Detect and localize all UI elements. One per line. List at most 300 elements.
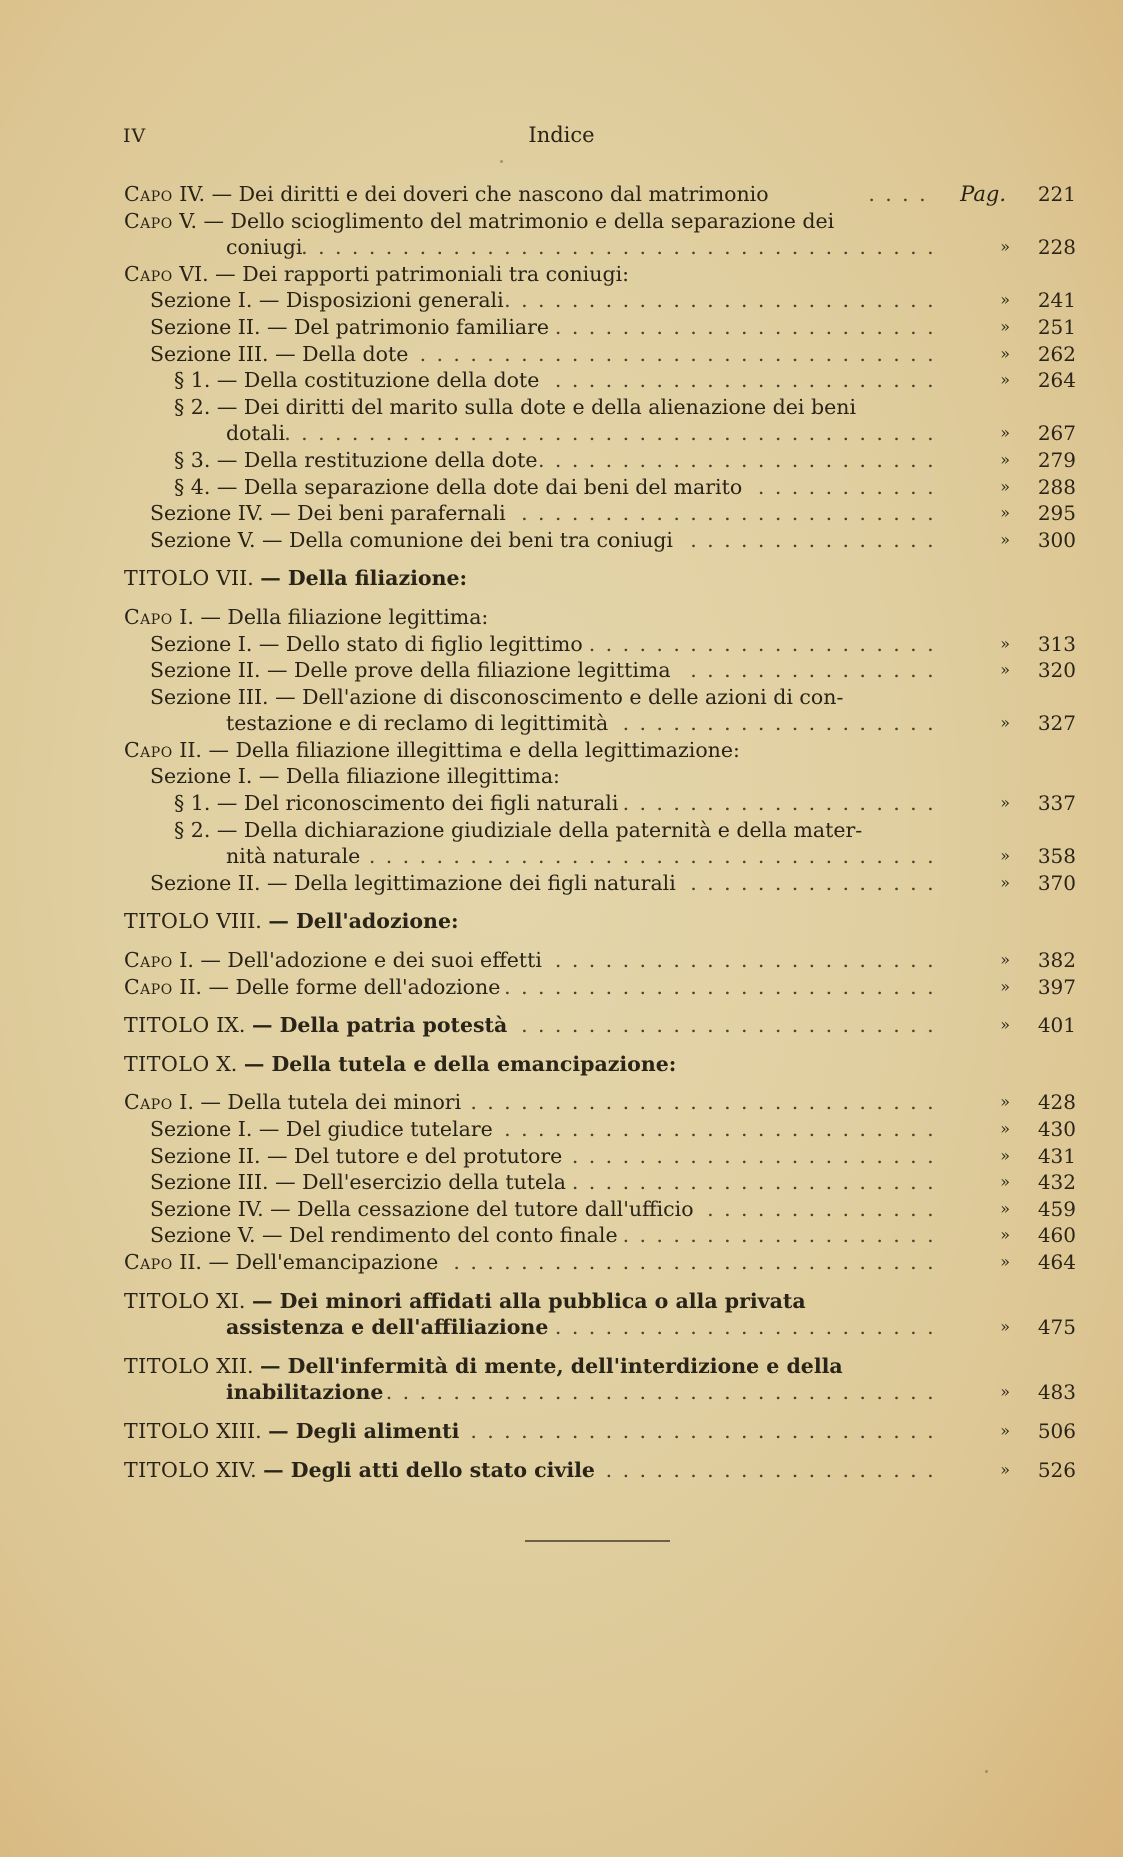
page-ref[interactable]: 313: [1037, 631, 1076, 656]
entry-title: — Del giudice tutelare: [258, 1117, 493, 1141]
entry-label: Sezione: [150, 314, 232, 339]
ditto-mark: »: [1000, 1382, 1010, 1402]
page-ref[interactable]: 262: [1037, 341, 1076, 366]
entry-heading: [124, 181, 769, 208]
toc-entry-sezione[interactable]: [124, 657, 1076, 684]
toc-entry-sezione[interactable]: [124, 287, 1076, 314]
ditto-mark: »: [1000, 1198, 1010, 1218]
ditto-mark: »: [1000, 1459, 1010, 1479]
entry-heading: [124, 1249, 438, 1276]
entry-heading: [150, 1116, 493, 1143]
entry-number: II.: [179, 1249, 209, 1274]
toc-entry-continuation[interactable]: [124, 1379, 1076, 1406]
entry-title: — Della filiazione illegittima e della legittimazione:: [208, 737, 740, 762]
dot-leader: ...............................: [419, 341, 944, 366]
page-ref[interactable]: 241: [1037, 288, 1076, 313]
entry-number: 2.: [190, 817, 217, 842]
page-ref[interactable]: 506: [1037, 1418, 1076, 1443]
entry-title: — Delle prove della filiazione legittima: [266, 658, 671, 683]
entry-heading: [124, 208, 834, 235]
entry-label: §: [174, 817, 185, 842]
toc-entry-para[interactable]: [124, 447, 1076, 474]
toc-entry-capo[interactable]: [124, 208, 1076, 235]
toc-entry-titolo[interactable]: [124, 1012, 1076, 1039]
toc-entry-capo[interactable]: [124, 737, 1076, 764]
entry-number: 1.: [190, 791, 217, 816]
entry-number: VI.: [179, 261, 216, 286]
entry-label: Sezione: [150, 527, 232, 552]
entry-label: Sezione: [150, 1143, 232, 1168]
dot-leader: .....................: [588, 631, 944, 656]
toc-entry-capo[interactable]: [124, 947, 1076, 974]
toc-entry-para[interactable]: [124, 394, 1076, 421]
entry-title: — Del tutore e del protutore: [266, 1143, 563, 1168]
entry-number: XIV.: [216, 1457, 264, 1482]
page-ref[interactable]: 267: [1037, 421, 1076, 446]
entry-title: — Della patria potestà: [251, 1013, 508, 1038]
toc-entry-sezione[interactable]: [124, 1222, 1076, 1249]
dot-leader: ...................: [622, 711, 944, 736]
dot-leader: ...............: [690, 870, 944, 895]
entry-title-continuation: assistenza e dell'affiliazione: [226, 1315, 549, 1340]
entry-label: TITOLO: [124, 1051, 210, 1076]
entry-heading: [124, 947, 542, 974]
entry-label: Sezione: [150, 341, 232, 366]
toc-entry-sezione[interactable]: [124, 870, 1076, 897]
entry-number: I.: [179, 948, 201, 973]
dot-leader: ...............: [690, 527, 944, 552]
entry-title: — Del rendimento del conto finale: [262, 1223, 618, 1248]
entry-label: Sezione: [150, 631, 232, 656]
page-ref[interactable]: 464: [1037, 1249, 1076, 1274]
page-ref[interactable]: 279: [1037, 447, 1076, 472]
toc-entry-sezione[interactable]: [124, 341, 1076, 368]
entry-number: II.: [179, 737, 209, 762]
page-ref[interactable]: 337: [1037, 791, 1076, 816]
dot-leader: ...............: [690, 658, 944, 683]
entry-title: — Degli alimenti: [268, 1418, 460, 1443]
page-ref[interactable]: 430: [1037, 1117, 1076, 1141]
entry-label: Sezione: [150, 501, 232, 526]
dot-leader: .......................: [554, 948, 944, 973]
ditto-mark: »: [1000, 660, 1010, 680]
dot-leader: .......................................: [284, 421, 944, 446]
entry-label: TITOLO: [124, 1013, 210, 1038]
page-ref[interactable]: 432: [1037, 1170, 1076, 1195]
entry-label: Sezione: [150, 658, 232, 683]
ditto-mark: »: [1000, 237, 1010, 257]
entry-number: IV.: [179, 182, 212, 206]
dot-leader: .......................: [554, 368, 944, 393]
toc-entry-continuation[interactable]: [124, 843, 1076, 870]
toc-entry-capo[interactable]: [124, 261, 1076, 288]
toc-entry-sezione[interactable]: [124, 1196, 1076, 1223]
entry-number: I.: [179, 604, 201, 629]
entry-label: Sezione: [150, 684, 232, 709]
toc-entry-titolo[interactable]: [124, 1288, 1076, 1315]
entry-label: §: [174, 447, 185, 472]
toc-entry-titolo[interactable]: [124, 565, 1076, 592]
dot-leader: .......................: [554, 314, 944, 339]
entry-title: — Dei minori affidati alla pubblica o alla privata: [251, 1288, 806, 1313]
entry-heading: [150, 657, 671, 684]
entry-heading: [150, 314, 549, 341]
ditto-mark: »: [1000, 1251, 1010, 1271]
ditto-mark: »: [1000, 316, 1010, 336]
entry-label: Sezione: [150, 764, 232, 789]
entry-label: TITOLO: [124, 1353, 210, 1378]
entry-label: Capo: [124, 974, 173, 999]
toc-entry-sezione[interactable]: [124, 500, 1076, 527]
page-ref[interactable]: 401: [1037, 1013, 1076, 1038]
toc-entry-para[interactable]: [124, 790, 1076, 817]
ditto-mark: »: [1000, 872, 1010, 892]
entry-number: II.: [237, 658, 267, 683]
entry-heading: [150, 1143, 562, 1170]
entry-label: Capo: [124, 182, 173, 206]
page-number: IV: [123, 125, 147, 147]
dot-leader: ..................................: [368, 844, 944, 869]
entry-label: Sezione: [150, 1117, 232, 1141]
entry-heading: [150, 684, 843, 711]
dot-leader: .........................: [521, 501, 944, 526]
entry-title: — Dell'esercizio della tutela: [275, 1170, 566, 1195]
entry-heading: [150, 341, 408, 368]
toc-entry-titolo[interactable]: [124, 908, 1076, 935]
toc-entry-capo[interactable]: [124, 604, 1076, 631]
entry-number: XIII.: [216, 1418, 269, 1443]
ditto-mark: »: [1000, 1317, 1010, 1337]
page-ref[interactable]: 428: [1037, 1090, 1076, 1115]
entry-label: Capo: [124, 1090, 173, 1115]
page-ref[interactable]: 459: [1037, 1196, 1076, 1221]
toc-entry-para[interactable]: [124, 367, 1076, 394]
entry-number: 1.: [190, 368, 217, 393]
page-ref[interactable]: 397: [1037, 974, 1076, 999]
entry-label: Sezione: [150, 1223, 232, 1248]
dot-leader: ......................: [571, 1143, 944, 1168]
entry-label: §: [174, 368, 185, 393]
entry-number: V.: [237, 1223, 263, 1248]
entry-heading: [124, 1418, 459, 1445]
entry-title-continuation: nità naturale: [226, 844, 361, 869]
entry-heading: [124, 737, 740, 764]
entry-heading: [174, 790, 618, 817]
entry-title: — Della tutela dei minori: [200, 1090, 462, 1115]
entry-title: — Dei beni parafernali: [270, 501, 506, 526]
dot-leader: ............................: [470, 1090, 944, 1115]
entry-title-continuation: inabilitazione: [226, 1380, 384, 1405]
entry-heading: [124, 1089, 461, 1116]
entry-number: I.: [237, 631, 259, 656]
ditto-mark: »: [1000, 950, 1010, 970]
toc-entry-continuation[interactable]: [124, 1314, 1076, 1341]
page-ref[interactable]: 431: [1037, 1143, 1076, 1168]
entry-title: — Dell'infermità di mente, dell'interdizione e della: [260, 1353, 843, 1378]
entry-label: TITOLO: [124, 1457, 210, 1482]
entry-heading: [174, 817, 862, 844]
entry-title: — Della dote: [275, 341, 409, 366]
ditto-mark: »: [1000, 1015, 1010, 1035]
entry-number: II.: [237, 870, 267, 895]
entry-number: I.: [237, 764, 259, 789]
dot-leader: .........................: [521, 1013, 944, 1038]
entry-title: — Dello scioglimento del matrimonio e della separazione dei: [203, 208, 835, 233]
page-ref[interactable]: 320: [1037, 658, 1076, 683]
dot-leader: ...................: [622, 1223, 944, 1248]
entry-heading: [124, 1051, 676, 1078]
entry-label: TITOLO: [124, 566, 210, 591]
entry-label: Sezione: [150, 1196, 232, 1221]
entry-label: Capo: [124, 604, 173, 629]
entry-heading: [150, 500, 506, 527]
entry-number: X.: [216, 1051, 244, 1076]
entry-heading: [150, 1169, 566, 1196]
entry-title: — Dell'adozione e dei suoi effetti: [200, 948, 542, 973]
ditto-mark: »: [1000, 476, 1010, 496]
toc-entry-sezione[interactable]: [124, 1143, 1076, 1170]
toc-entry-continuation[interactable]: [124, 234, 1076, 261]
entry-heading: [150, 870, 676, 897]
entry-title: — Della cessazione del tutore dall'ufficio: [270, 1196, 694, 1221]
entry-number: III.: [237, 341, 276, 366]
entry-title: — Della filiazione:: [260, 566, 468, 591]
entry-label: Capo: [124, 1249, 173, 1274]
entry-label: Capo: [124, 948, 173, 973]
entry-number: IV.: [237, 501, 271, 526]
dot-leader: ..............: [707, 1196, 944, 1221]
entry-heading: [174, 367, 539, 394]
toc-entry-sezione[interactable]: [124, 527, 1076, 554]
entry-heading: [150, 631, 583, 658]
entry-label: Capo: [124, 208, 173, 233]
entry-title: — Dello stato di figlio legittimo: [258, 631, 583, 656]
toc-entry-continuation[interactable]: [124, 420, 1076, 447]
ditto-mark: »: [1000, 503, 1010, 523]
entry-label: §: [174, 791, 185, 816]
entry-heading: [150, 527, 673, 554]
entry-title: — Dell'azione di disconoscimento e delle azioni di con-: [275, 684, 844, 709]
entry-number: I.: [237, 288, 259, 313]
dot-leader: .............................: [453, 1249, 944, 1274]
page-ref[interactable]: 370: [1037, 870, 1076, 895]
entry-title: — Dell'adozione:: [268, 909, 459, 934]
entry-heading: [124, 1457, 595, 1484]
page-ref[interactable]: 228: [1037, 235, 1076, 260]
dot-leader: .................................: [385, 1380, 944, 1405]
entry-title: — Della comunione dei beni tra coniugi: [262, 527, 673, 552]
paper-speck: [500, 160, 503, 163]
ditto-mark: »: [1000, 633, 1010, 653]
entry-title: — Del patrimonio familiare: [266, 314, 550, 339]
entry-heading: [124, 908, 459, 935]
dot-leader: ........................: [538, 447, 944, 472]
entry-label: TITOLO: [124, 1418, 210, 1443]
entry-title: — Della restituzione della dote: [216, 447, 538, 472]
entry-label: §: [174, 394, 185, 419]
page-ref[interactable]: 295: [1037, 501, 1076, 526]
entry-number: XI.: [216, 1288, 252, 1313]
entry-title: — Dell'emancipazione: [208, 1249, 439, 1274]
toc-entry-capo[interactable]: [124, 1249, 1076, 1276]
ditto-mark: »: [1000, 976, 1010, 996]
entry-heading: [124, 1353, 843, 1380]
entry-title: — Della filiazione legittima:: [200, 604, 489, 629]
entry-heading: [174, 474, 742, 501]
entry-heading: [124, 261, 629, 288]
page-ref[interactable]: 288: [1037, 474, 1076, 499]
table-of-contents: [124, 181, 1076, 1483]
entry-title: — Della tutela e della emancipazione:: [243, 1051, 677, 1076]
entry-heading: [124, 974, 500, 1001]
entry-label: Sezione: [150, 870, 232, 895]
entry-number: VII.: [216, 566, 261, 591]
entry-title: — Della separazione della dote dai beni del marito: [216, 474, 743, 499]
page-ref[interactable]: 526: [1037, 1457, 1076, 1482]
entry-label: Sezione: [150, 288, 232, 313]
toc-entry-sezione[interactable]: [124, 1169, 1076, 1196]
ditto-mark: »: [1000, 1145, 1010, 1165]
ditto-mark: »: [1000, 290, 1010, 310]
entry-number: III.: [237, 1170, 276, 1195]
entry-heading: [150, 763, 560, 790]
toc-entry-para[interactable]: [124, 474, 1076, 501]
toc-entry-titolo[interactable]: [124, 1457, 1076, 1484]
entry-label: Capo: [124, 737, 173, 762]
toc-entry-capo[interactable]: [124, 974, 1076, 1001]
entry-heading: [124, 1012, 507, 1039]
entry-label: §: [174, 474, 185, 499]
dot-leader: ....................: [605, 1457, 944, 1482]
toc-entry-titolo[interactable]: [124, 1353, 1076, 1380]
entry-title: — Degli atti dello stato civile: [263, 1457, 595, 1482]
toc-entry-para[interactable]: [124, 817, 1076, 844]
ditto-mark: »: [1000, 846, 1010, 866]
page-ref[interactable]: 358: [1037, 844, 1076, 869]
entry-number: II.: [237, 1143, 267, 1168]
entry-title: — Della legittimazione dei figli naturali: [266, 870, 676, 895]
entry-title: — Dei diritti e dei doveri che nascono dal matrimonio: [211, 182, 769, 206]
dot-leader: ......................................: [301, 235, 944, 260]
pag-label: Pag.: [960, 182, 1006, 206]
entry-heading: [124, 565, 467, 592]
page-ref[interactable]: 460: [1037, 1223, 1076, 1248]
entry-label: TITOLO: [124, 1288, 210, 1313]
page-ref[interactable]: 221: [1037, 182, 1076, 206]
entry-number: II.: [179, 974, 209, 999]
entry-title-continuation: testazione e di reclamo di legittimità: [226, 711, 609, 736]
toc-entry-capo[interactable]: [124, 1089, 1076, 1116]
entry-number: 2.: [190, 394, 217, 419]
entry-title: — Del riconoscimento dei figli naturali: [216, 791, 619, 816]
entry-number: II.: [237, 314, 267, 339]
entry-heading: [150, 1196, 694, 1223]
ditto-mark: »: [1000, 449, 1010, 469]
dot-leader: ..........................: [504, 288, 944, 313]
ditto-mark: »: [1000, 713, 1010, 733]
entry-heading: [124, 604, 488, 631]
entry-number: XII.: [216, 1353, 261, 1378]
ditto-mark: »: [1000, 370, 1010, 390]
page-ref[interactable]: 483: [1037, 1380, 1076, 1405]
toc-entry-continuation[interactable]: [124, 710, 1076, 737]
toc-entry-sezione[interactable]: [124, 1116, 1076, 1143]
entry-number: III.: [237, 684, 276, 709]
dot-leader: ..........................: [504, 1117, 944, 1141]
toc-entry-capo[interactable]: [124, 181, 1076, 208]
toc-entry-sezione[interactable]: [124, 314, 1076, 341]
page-ref[interactable]: 251: [1037, 314, 1076, 339]
toc-entry-sezione[interactable]: [124, 684, 1076, 711]
page-ref[interactable]: 264: [1037, 368, 1076, 393]
entry-title: — Dei rapporti patrimoniali tra coniugi:: [215, 261, 630, 286]
dot-leader: ....: [868, 182, 936, 206]
toc-entry-sezione[interactable]: [124, 631, 1076, 658]
entry-number: VIII.: [216, 909, 269, 934]
paper-speck: [985, 1770, 988, 1773]
entry-heading: [124, 1288, 806, 1315]
dot-leader: ...................: [622, 791, 944, 816]
ditto-mark: »: [1000, 793, 1010, 813]
dot-leader: .......................: [554, 1315, 944, 1340]
page-ref[interactable]: 382: [1037, 948, 1076, 973]
ditto-mark: »: [1000, 529, 1010, 549]
entry-label: Sezione: [150, 1170, 232, 1195]
entry-heading: [150, 1222, 618, 1249]
dot-leader: ............................: [470, 1418, 944, 1443]
dot-leader: ...........: [757, 474, 944, 499]
page-ref[interactable]: 300: [1037, 527, 1076, 552]
ditto-mark: »: [1000, 1420, 1010, 1440]
entry-number: V.: [237, 527, 263, 552]
entry-number: 3.: [190, 447, 217, 472]
page-title: Indice: [528, 123, 595, 147]
toc-entry-titolo[interactable]: [124, 1051, 1076, 1078]
ditto-mark: »: [1000, 1119, 1010, 1138]
entry-number: I.: [237, 1117, 259, 1141]
toc-entry-sezione[interactable]: [124, 763, 1076, 790]
toc-entry-titolo[interactable]: [124, 1418, 1076, 1445]
entry-number: 4.: [190, 474, 217, 499]
entry-heading: [150, 287, 504, 314]
entry-heading: [174, 447, 537, 474]
ditto-mark: »: [1000, 1225, 1010, 1245]
entry-label: TITOLO: [124, 909, 210, 934]
ditto-mark: »: [1000, 343, 1010, 363]
entry-label: Capo: [124, 261, 173, 286]
entry-number: IX.: [216, 1013, 252, 1038]
ditto-mark: »: [1000, 1092, 1010, 1112]
entry-title: — Della costituzione della dote: [216, 368, 540, 393]
page-ref[interactable]: 475: [1037, 1315, 1076, 1340]
entry-title-continuation: coniugi: [226, 235, 303, 260]
entry-title-continuation: dotali: [226, 421, 286, 446]
entry-number: V.: [179, 208, 204, 233]
entry-heading: [174, 394, 856, 421]
entry-title: — Disposizioni generali: [258, 288, 504, 313]
entry-title: — Della filiazione illegittima:: [258, 764, 560, 789]
entry-title: — Dei diritti del marito sulla dote e della alienazione dei beni: [216, 394, 857, 419]
entry-number: I.: [179, 1090, 201, 1115]
end-rule-divider: [525, 1540, 670, 1542]
entry-number: IV.: [237, 1196, 271, 1221]
page-ref[interactable]: 327: [1037, 711, 1076, 736]
ditto-mark: »: [1000, 1172, 1010, 1192]
dot-leader: ..........................: [504, 974, 944, 999]
entry-title: — Della dichiarazione giudiziale della paternità e della mater-: [216, 817, 863, 842]
ditto-mark: »: [1000, 423, 1010, 443]
entry-title: — Delle forme dell'adozione: [208, 974, 501, 999]
